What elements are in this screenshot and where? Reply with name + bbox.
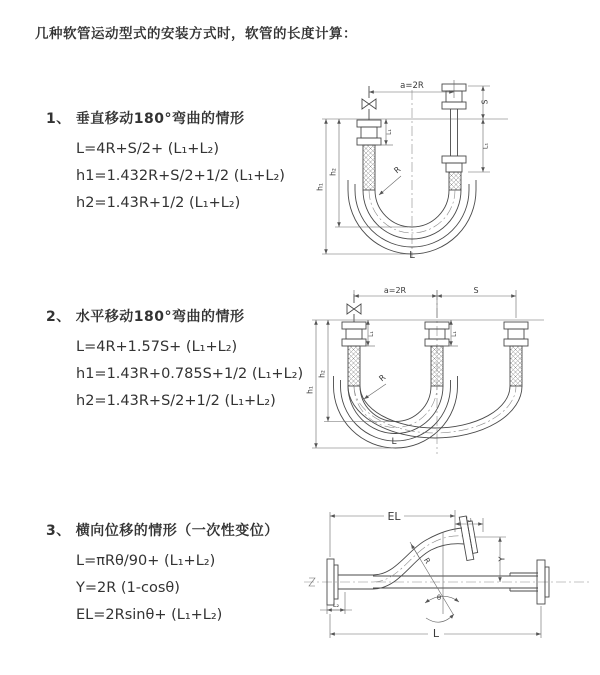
section-number: 3、 bbox=[46, 523, 71, 539]
dim-label-l: L bbox=[409, 250, 415, 260]
dim-label-s: S bbox=[480, 99, 490, 105]
section-horizontal-travel bbox=[46, 306, 303, 415]
diagram-horizontal-travel-180-bend bbox=[304, 282, 596, 458]
braided-hose-section bbox=[510, 346, 522, 386]
formula-h1: h1=1.432R+S/2+1/2 (L₁+L₂) bbox=[76, 168, 285, 184]
valve-icon bbox=[362, 99, 376, 109]
section-heading bbox=[46, 520, 279, 540]
section-vertical-travel bbox=[46, 108, 285, 217]
section-number: 1、 bbox=[46, 111, 71, 127]
formula-block bbox=[76, 136, 285, 217]
section-title: 水平移动180°弯曲的情形 bbox=[75, 309, 245, 325]
diagram-lateral-offset bbox=[298, 502, 596, 644]
page-title: 几种软管运动型式的安装方式时，软管的长度计算： bbox=[35, 26, 357, 42]
dim-label-l1: L₁ bbox=[465, 515, 473, 523]
formula-length: L=4R+S/2+ (L₁+L₂) bbox=[76, 141, 219, 157]
right-riser bbox=[504, 322, 528, 386]
braided-hose-section bbox=[363, 145, 375, 190]
dim-label-l1-middle: L₁ bbox=[451, 331, 458, 337]
dim-label-l1-right: L₁ bbox=[481, 142, 490, 150]
dim-label-l: L bbox=[432, 627, 440, 640]
formula-length: L=4R+1.57S+ (L₁+L₂) bbox=[76, 339, 238, 355]
left-riser bbox=[357, 86, 381, 190]
dim-label-h1: h₁ bbox=[315, 183, 325, 191]
section-title: 垂直移动180°弯曲的情形 bbox=[75, 111, 245, 127]
braided-hose-section bbox=[431, 346, 443, 386]
left-riser bbox=[342, 294, 366, 386]
section-title: 横向位移的情形（一次性变位） bbox=[75, 523, 279, 539]
formula-y: Y=2R (1-cosθ) bbox=[76, 580, 180, 596]
angle-theta-label: θ bbox=[436, 594, 442, 602]
dim-label-s: S bbox=[473, 286, 479, 295]
dim-label-l1-left: L₁ bbox=[386, 129, 393, 135]
braided-hose-section bbox=[348, 346, 360, 386]
dim-label-l2: L₂ bbox=[332, 601, 340, 609]
dim-label-a2r: a=2R bbox=[400, 81, 424, 91]
section-heading bbox=[46, 306, 303, 326]
diagram-vertical-travel-180-bend bbox=[312, 72, 592, 260]
radius-label: R bbox=[392, 164, 403, 176]
formula-el: EL=2Rsinθ+ (L₁+L₂) bbox=[76, 607, 223, 623]
section-heading bbox=[46, 108, 285, 128]
section-lateral-offset bbox=[46, 520, 279, 629]
formula-block bbox=[76, 548, 279, 629]
displaced-hose-curve bbox=[373, 528, 464, 589]
formula-h2: h2=1.43R+S/2+1/2 (L₁+L₂) bbox=[76, 393, 276, 409]
dim-label-l: L bbox=[391, 437, 397, 447]
dim-label-y: Y bbox=[497, 556, 507, 562]
dim-label-l1-left: L₁ bbox=[368, 331, 375, 337]
radius-label: R bbox=[421, 556, 433, 566]
dim-label-h1: h₁ bbox=[305, 386, 315, 394]
dim-label-a2r: a=2R bbox=[383, 286, 407, 295]
right-riser bbox=[442, 84, 466, 190]
dim-label-h2: h₂ bbox=[317, 370, 327, 378]
dim-label-h2: h₂ bbox=[328, 168, 338, 176]
formula-h2: h2=1.43R+1/2 (L₁+L₂) bbox=[76, 195, 241, 211]
formula-h1: h1=1.43R+0.785S+1/2 (L₁+L₂) bbox=[76, 366, 304, 382]
valve-icon bbox=[347, 304, 361, 314]
formula-block bbox=[76, 334, 303, 415]
construction-lines bbox=[410, 532, 459, 622]
dim-label-el: EL bbox=[387, 510, 401, 523]
formula-length: L=πRθ/90+ (L₁+L₂) bbox=[76, 553, 216, 569]
radius-label: R bbox=[377, 372, 388, 384]
section-number: 2、 bbox=[46, 309, 71, 325]
braided-hose-section bbox=[449, 172, 461, 190]
